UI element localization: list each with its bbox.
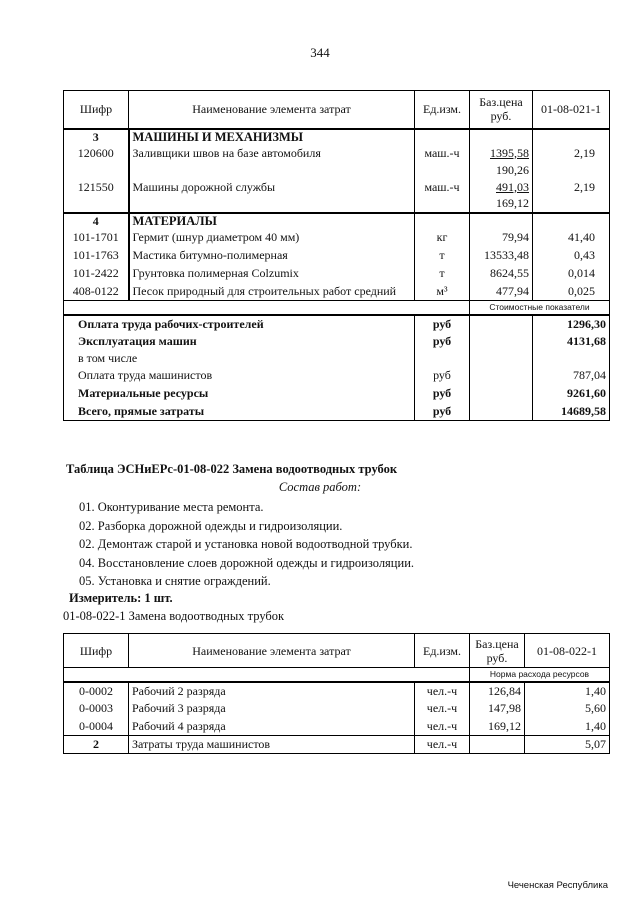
row-name: Заливщики швов на базе автомобиля xyxy=(129,145,415,162)
list-item: 01. Оконтуривание места ремонта. xyxy=(79,500,264,514)
row-name: Грунтовка полимерная Colzumix xyxy=(129,265,415,283)
summary-name: Эксплуатация машин xyxy=(64,333,415,351)
row-norm: 0,025 xyxy=(533,283,610,301)
table-row xyxy=(64,682,610,700)
header-name: Наименование элемента затрат xyxy=(129,634,415,668)
row-code: 2 xyxy=(64,736,129,754)
page-number: 344 xyxy=(310,45,330,60)
summary-name: Оплата труда рабочих-строителей xyxy=(64,315,415,333)
row-price: 477,94 xyxy=(470,283,533,301)
cost-label-row xyxy=(64,301,610,315)
row-name: Мастика битумно-полимерная xyxy=(129,247,415,265)
table-row xyxy=(64,718,610,736)
resource-table-01-08-021 xyxy=(63,90,610,421)
measure-unit: Измеритель: 1 шт. xyxy=(69,591,173,605)
row-norm: 41,40 xyxy=(533,229,610,247)
row-norm: 2,19 xyxy=(533,179,610,196)
header-unit: Ед.изм. xyxy=(415,91,470,129)
row-code: 120600 xyxy=(64,145,129,162)
cost-indicators-label: Стоимостные показатели xyxy=(470,301,610,315)
row-price: 169,12 xyxy=(470,718,525,736)
summary-unit: руб xyxy=(415,403,470,421)
list-item: 02. Разборка дорожной одежды и гидроизоляции. xyxy=(79,518,343,533)
table-row xyxy=(64,247,610,265)
table-row xyxy=(64,145,610,162)
row-price: 126,84 xyxy=(470,682,525,700)
summary-value: 4131,68 xyxy=(533,333,610,351)
row-unit: кг xyxy=(415,229,470,247)
row-code: 0-0004 xyxy=(64,718,129,736)
section-number: 4 xyxy=(64,213,129,229)
row-name: Машины дорожной службы xyxy=(129,179,415,196)
summary-name: Оплата труда машинистов xyxy=(64,367,415,385)
summary-value: 14689,58 xyxy=(533,403,610,421)
row-unit: м³ xyxy=(415,283,470,301)
header-norm: 01-08-022-1 xyxy=(525,634,610,668)
row-norm: 5,60 xyxy=(525,700,610,718)
list-item: 04. Восстановление слоев дорожной одежды и гидроизоляции. xyxy=(79,555,415,570)
row-unit: чел.-ч xyxy=(415,700,470,718)
row-norm: 1,40 xyxy=(525,718,610,736)
summary-unit: руб xyxy=(415,315,470,333)
summary-unit: руб xyxy=(415,385,470,403)
row-unit: чел.-ч xyxy=(415,736,470,754)
row-norm: 2,19 xyxy=(533,145,610,162)
summary-row xyxy=(64,403,610,421)
resource-table-01-08-022 xyxy=(63,633,610,754)
norm-code-line: 01-08-022-1 Замена водоотводных трубок xyxy=(63,609,285,623)
summary-name: Материальные ресурсы xyxy=(64,385,415,403)
header-code: Шифр xyxy=(64,91,129,129)
table-row xyxy=(64,265,610,283)
row-price xyxy=(470,179,533,196)
table-row xyxy=(64,283,610,301)
table-header-row xyxy=(64,634,610,668)
table-row-sub xyxy=(64,162,610,179)
row-name: Рабочий 2 разряда xyxy=(129,682,415,700)
row-price: 13533,48 xyxy=(470,247,533,265)
summary-row xyxy=(64,351,610,367)
section-title: МАШИНЫ И МЕХАНИЗМЫ xyxy=(129,129,415,145)
summary-name: в том числе xyxy=(64,351,415,367)
summary-unit: руб xyxy=(415,333,470,351)
row-code: 408-0122 xyxy=(64,283,129,301)
summary-row xyxy=(64,367,610,385)
summary-row xyxy=(64,333,610,351)
table-row xyxy=(64,700,610,718)
summary-value: 787,04 xyxy=(533,367,610,385)
row-norm: 1,40 xyxy=(525,682,610,700)
row-name: Рабочий 3 разряда xyxy=(129,700,415,718)
row-code: 121550 xyxy=(64,179,129,196)
header-norm: 01-08-021-1 xyxy=(533,91,610,129)
table-row xyxy=(64,736,610,754)
row-code: 101-1763 xyxy=(64,247,129,265)
row-code: 101-2422 xyxy=(64,265,129,283)
section-row-machines xyxy=(64,129,610,145)
row-price: 79,94 xyxy=(470,229,533,247)
section-title: МАТЕРИАЛЫ xyxy=(129,213,415,229)
row-name: Гермит (шнур диаметром 40 мм) xyxy=(129,229,415,247)
row-unit: маш.-ч xyxy=(415,145,470,162)
row-price: 8624,55 xyxy=(470,265,533,283)
row-norm: 0,43 xyxy=(533,247,610,265)
norm-label-row xyxy=(64,668,610,682)
row-price-secondary: 190,26 xyxy=(470,162,533,179)
row-name: Затраты труда машинистов xyxy=(129,736,415,754)
row-price-value: 491,03 xyxy=(496,179,529,194)
table-header-row xyxy=(64,91,610,129)
row-code: 0-0003 xyxy=(64,700,129,718)
table-row xyxy=(64,229,610,247)
section-row-materials xyxy=(64,213,610,229)
section-number: 3 xyxy=(64,129,129,145)
row-unit: т xyxy=(415,247,470,265)
row-price: 147,98 xyxy=(470,700,525,718)
row-unit: чел.-ч xyxy=(415,682,470,700)
row-price-value: 1395,58 xyxy=(490,145,529,160)
header-unit: Ед.изм. xyxy=(415,634,470,668)
row-price-secondary: 169,12 xyxy=(470,196,533,213)
row-price xyxy=(470,736,525,754)
norm-label: Норма расхода ресурсов xyxy=(470,668,610,682)
table-row xyxy=(64,179,610,196)
row-unit: чел.-ч xyxy=(415,718,470,736)
footer-region: Чеченская Республика xyxy=(507,880,608,891)
row-name: Песок природный для строительных работ средний xyxy=(129,283,415,301)
summary-name: Всего, прямые затраты xyxy=(64,403,415,421)
list-item: 02. Демонтаж старой и установка новой водоотводной трубки. xyxy=(79,537,413,551)
row-code: 101-1701 xyxy=(64,229,129,247)
summary-row xyxy=(64,385,610,403)
row-code: 0-0002 xyxy=(64,682,129,700)
header-price: Баз.цена руб. xyxy=(470,91,533,129)
composition-heading: Состав работ: xyxy=(278,480,362,494)
header-name: Наименование элемента затрат xyxy=(129,91,415,129)
row-norm: 5,07 xyxy=(525,736,610,754)
summary-row xyxy=(64,315,610,333)
header-price: Баз.цена руб. xyxy=(470,634,525,668)
summary-value: 9261,60 xyxy=(533,385,610,403)
row-unit: маш.-ч xyxy=(415,179,470,196)
work-list xyxy=(79,498,414,591)
row-name: Рабочий 4 разряда xyxy=(129,718,415,736)
list-item: 05. Установка и снятие ограждений. xyxy=(79,574,271,588)
header-code: Шифр xyxy=(64,634,129,668)
summary-unit: руб xyxy=(415,367,470,385)
row-unit: т xyxy=(415,265,470,283)
row-norm: 0,014 xyxy=(533,265,610,283)
table-row-sub xyxy=(64,196,610,213)
row-price xyxy=(470,145,533,162)
summary-value: 1296,30 xyxy=(533,315,610,333)
table-title: Таблица ЭСНиЕРс-01-08-022 Замена водоотводных трубок xyxy=(66,462,398,476)
